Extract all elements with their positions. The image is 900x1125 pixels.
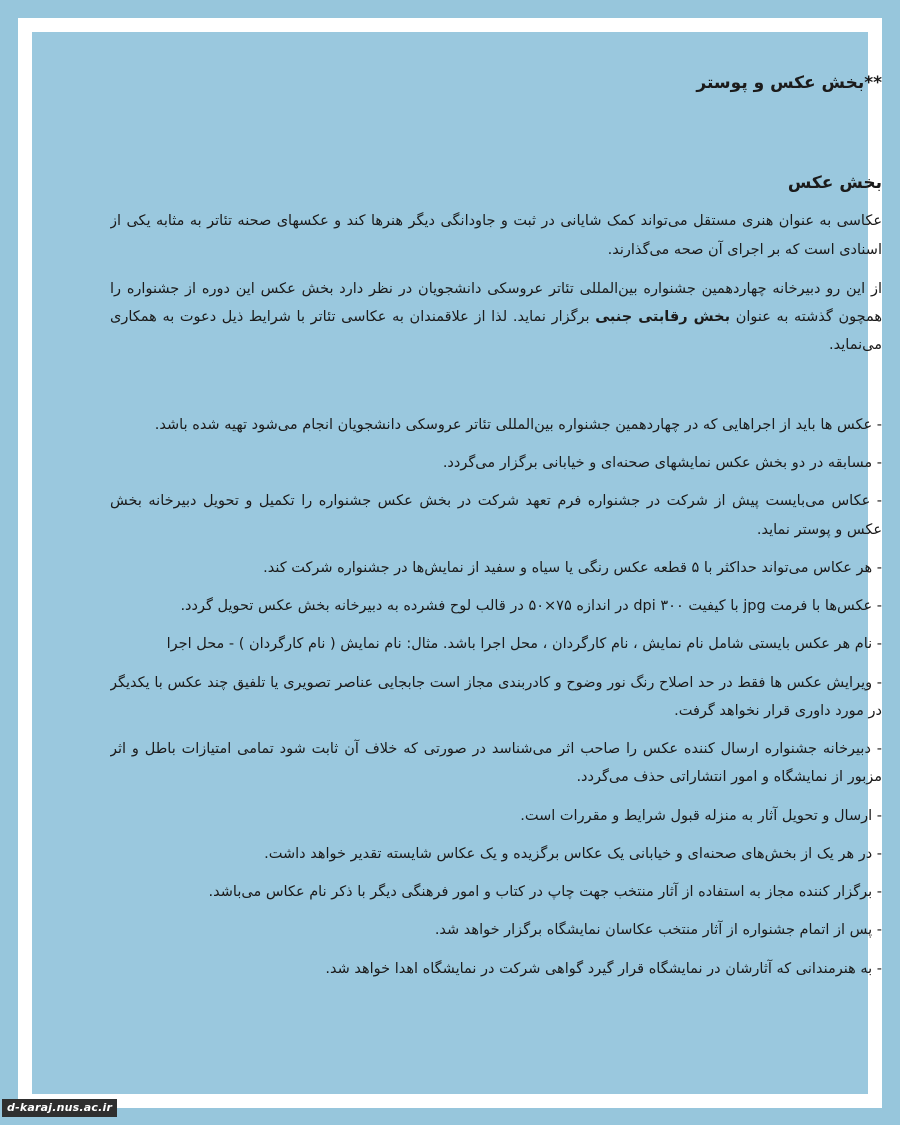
invitation-text-end: برگزار نماید. لذا از علاقمندان به عکاسی تئاتر با شرایط ذیل دعوت به همکاری می‌نماید. [110,309,882,354]
document-body [110,68,882,1108]
intro-paragraph: عکاسی به عنوان هنری مستقل می‌تواند کمک شایانی در ثبت و جاودانگی دیگر هنرها کند و عکسهای صحنه تئاتر به مثابه یکی از اسنادی است که بر اجرای آن صحه می‌گذارند. [110,213,882,258]
invitation-text-start: از این رو دبیرخانه چهاردهمین جشنواره بین‌المللی تئاتر عروسکی دانشجویان در نظر دارد بخش عکس این دوره از جشنواره را همچون گذشته به عنوان [110,280,882,326]
rule-item: - ارسال و تحویل آثار به منزله قبول شرایط و مقررات است. [520,807,882,824]
paragraph-spacer [110,371,882,411]
rule-item: - در هر یک از بخش‌های صحنه‌ای و خیابانی یک عکاس برگزیده و یک عکاس شایسته تقدیر خواهد داشت. [264,845,882,862]
rule-item: - مسابقه در دو بخش عکس نمایشهای صحنه‌ای و خیابانی برگزار می‌گردد. [442,454,882,471]
rule-item: - برگزار کننده مجاز به استفاده از آثار منتخب جهت چاپ در کتاب و امور فرهنگی دیگر با ذکر نام عکاس می‌باشد. [208,884,882,901]
rule-item: - عکس ها باید از اجراهایی که در چهاردهمین جشنواره بین‌المللی تئاتر عروسکی دانشجویان انجام می‌شود تهیه شده باشد. [154,416,882,433]
rule-item: - دبیرخانه جشنواره ارسال کننده عکس را صاحب اثر می‌شناسد در صورتی که خلاف آن ثابت شود تمامی امتیازات باطل و اثر مزبور از نمایشگاه و امور انتشاراتی حذف می‌گردد. [110,741,882,786]
rule-item: - عکس‌ها با فرمت jpg با کیفیت ۳۰۰ dpi در اندازه ۷۵×۵۰ در قالب لوح فشرده به دبیرخانه بخش عکس تحویل گردد. [180,598,882,615]
content-panel [32,32,882,1094]
invitation-paragraph [110,275,882,360]
rule-item: - به هنرمندانی که آثارشان در نمایشگاه قرار گیرد گواهی شرکت در نمایشگاه اهدا خواهد شد. [325,960,882,977]
section-title: بخش عکس [787,173,882,194]
site-watermark: d-karaj.nus.ac.ir [2,1099,117,1117]
rule-item: - عکاس می‌بایست پیش از شرکت در جشنواره فرم تعهد شرکت در بخش عکس جشنواره را تکمیل و تحویل دبیرخانه بخش عکس و پوستر نماید. [110,493,882,538]
rule-item: - پس از اتمام جشنواره از آثار منتخب عکاسان نمایشگاه برگزار خواهد شد. [434,922,882,939]
page-title: **بخش عکس و پوستر [696,73,882,93]
rule-item: - ویرایش عکس ها فقط در حد اصلاح رنگ نور وضوح و کادربندی مجاز است جابجایی عناصر تصویری یا تلفیق چند عکس با یکدیگر در مورد داوری قرار نخواهد گرفت. [110,674,882,719]
rule-item: - نام هر عکس بایستی شامل نام نمایش ، نام کارگردان ، محل اجرا باشد. مثال: نام نمایش ( نام کارگردان ) - محل اجرا [166,636,882,653]
rule-item: - هر عکاس می‌تواند حداکثر با ۵ قطعه عکس رنگی یا سیاه و سفید از نمایش‌ها در جشنواره شرکت کند. [263,559,882,576]
invitation-bold-text: بخش رقابتی جنبی [595,309,731,326]
